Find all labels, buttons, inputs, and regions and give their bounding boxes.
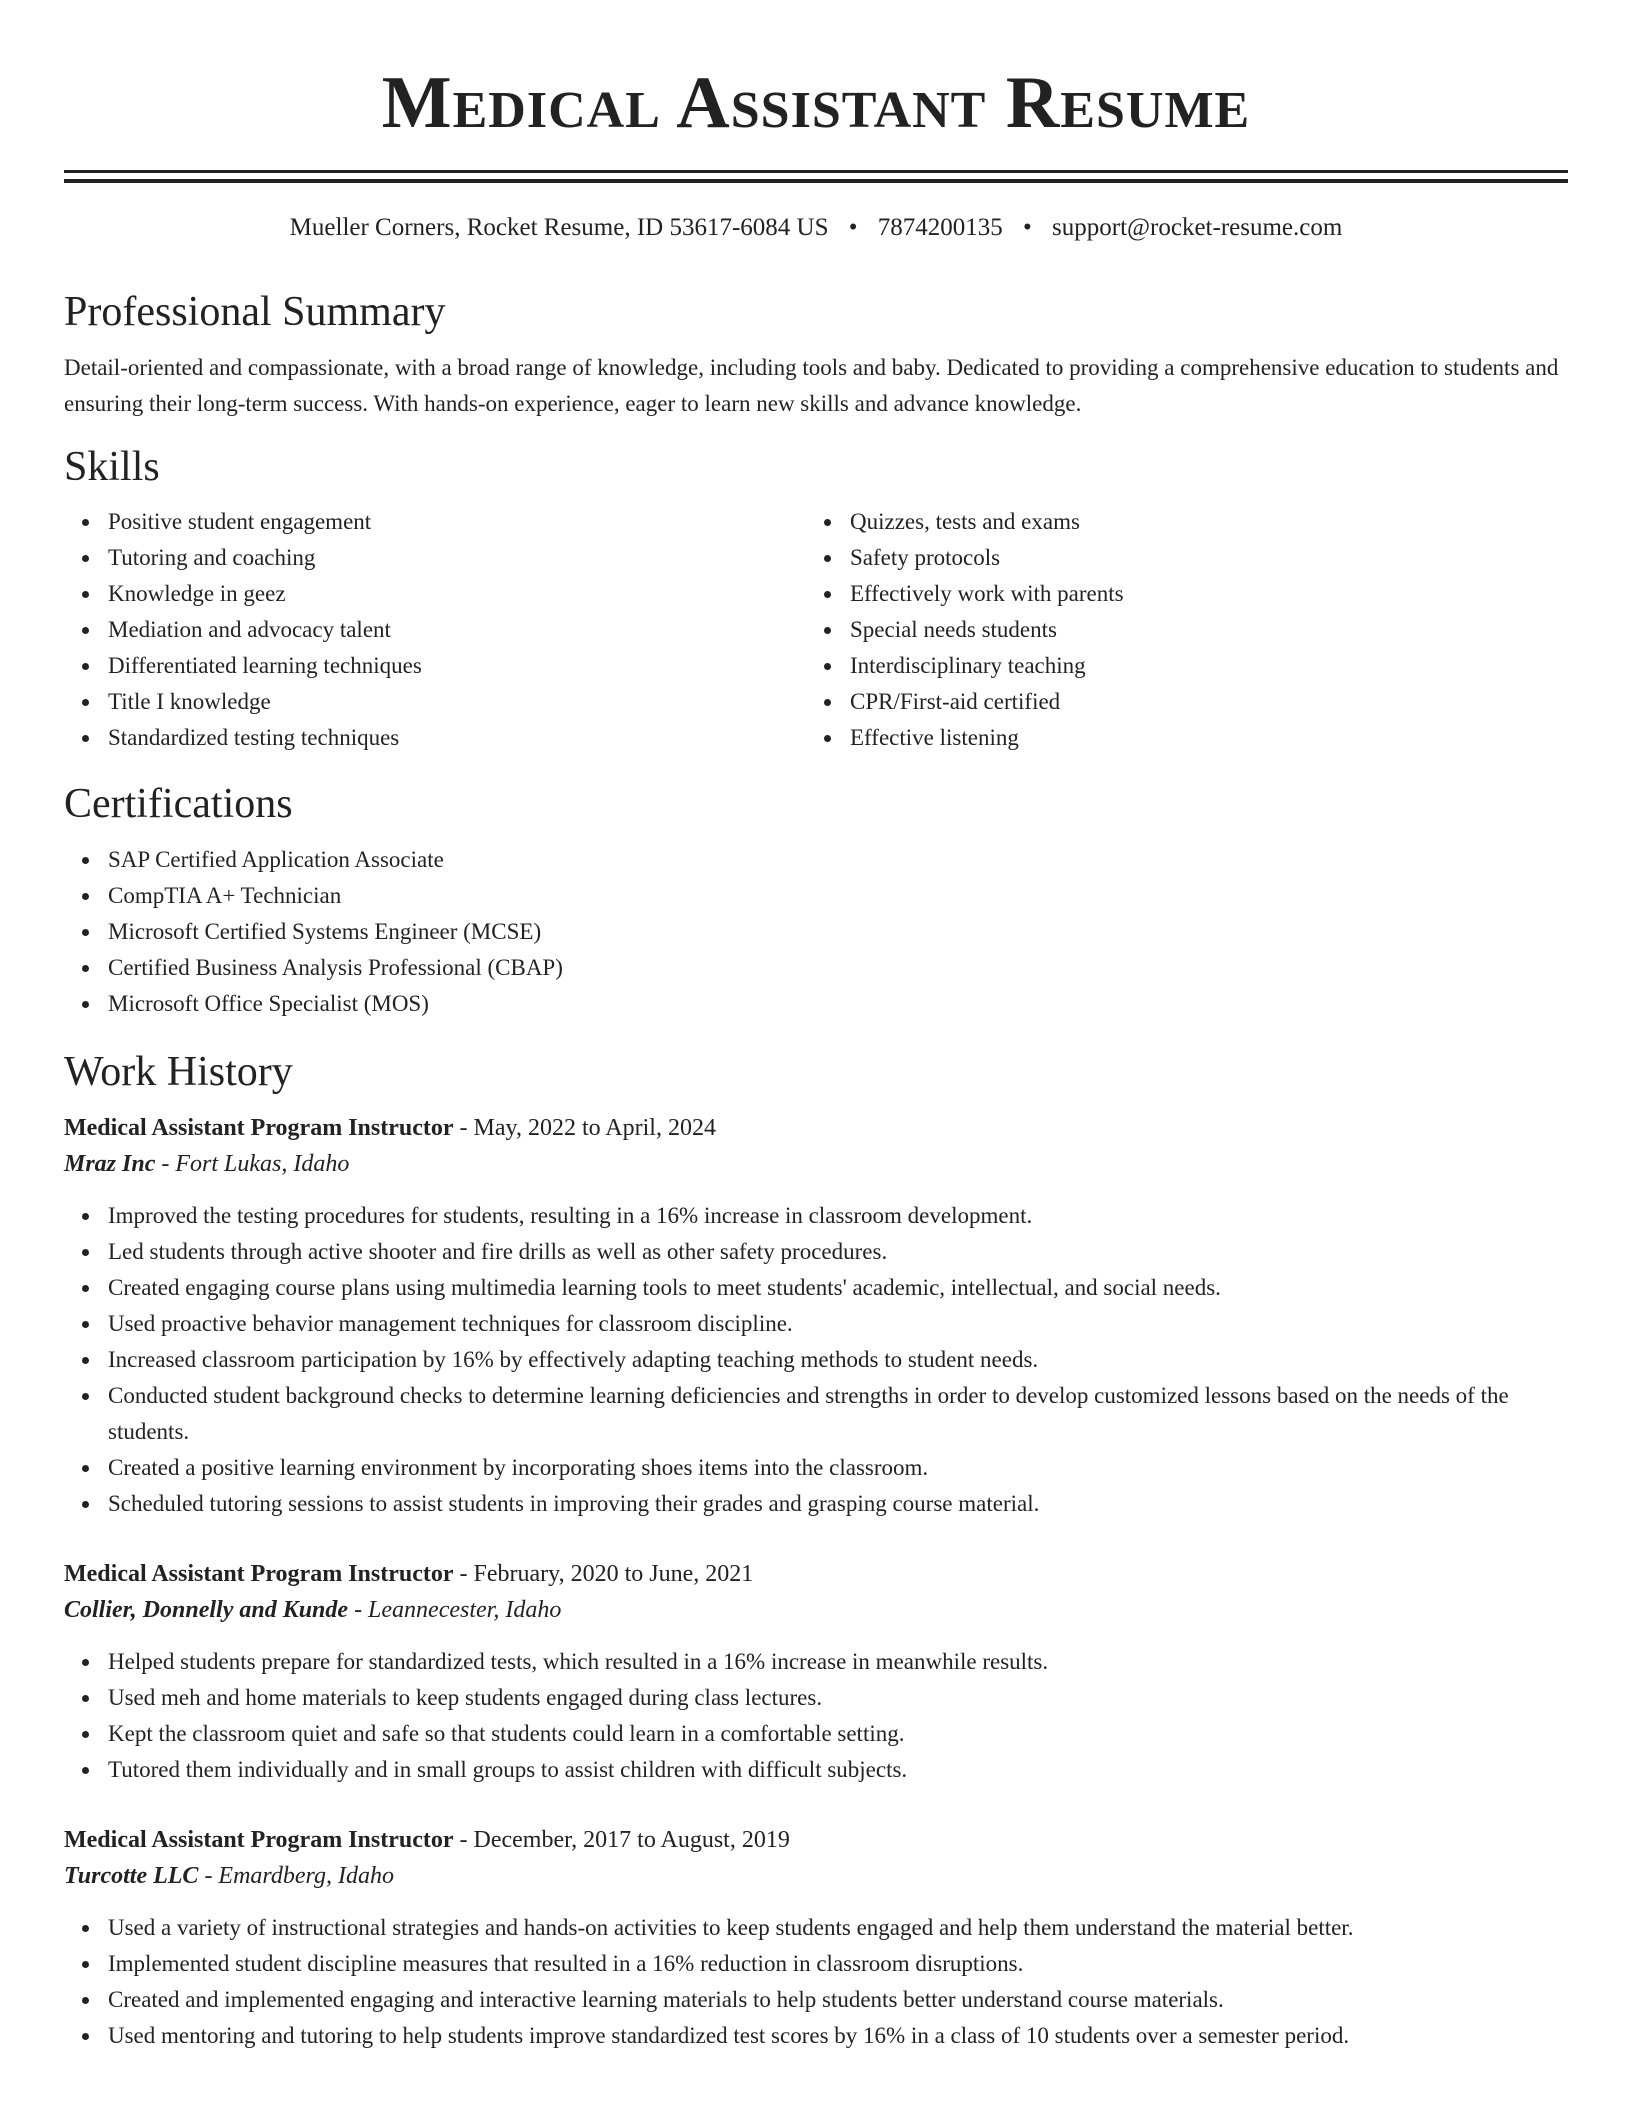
- certifications-list: [64, 842, 1568, 1022]
- job-bullet: Created engaging course plans using multimedia learning tools to meet students' academic, intellectual, and social needs.: [108, 1270, 1568, 1306]
- skill-item: Effective listening: [850, 720, 1548, 756]
- job-dates: - February, 2020 to June, 2021: [453, 1561, 754, 1587]
- skill-item: Safety protocols: [850, 540, 1548, 576]
- job-bullet: Implemented student discipline measures that resulted in a 16% reduction in classroom disruptions.: [108, 1946, 1568, 1982]
- job-entry: [64, 1110, 1568, 1522]
- job-location: - Emardberg, Idaho: [198, 1863, 394, 1889]
- skill-item: Standardized testing techniques: [108, 720, 806, 756]
- contact-line: [64, 213, 1568, 243]
- skills-heading: Skills: [64, 444, 160, 490]
- certification-item: CompTIA A+ Technician: [108, 878, 1568, 914]
- job-title-line: [64, 1822, 1568, 1858]
- skill-item: Effectively work with parents: [850, 576, 1548, 612]
- skill-item: Special needs students: [850, 612, 1548, 648]
- job-title: Medical Assistant Program Instructor: [64, 1115, 454, 1141]
- job-bullet: Conducted student background checks to determine learning deficiencies and strengths in order to develop customized lessons based on the needs of the students.: [108, 1378, 1568, 1450]
- contact-separator: •: [1023, 214, 1032, 241]
- skill-item: Interdisciplinary teaching: [850, 648, 1548, 684]
- skills-column-right: [806, 504, 1548, 756]
- contact-address: Mueller Corners, Rocket Resume, ID 53617-6084 US: [289, 214, 829, 241]
- job-title-line: [64, 1110, 1568, 1146]
- job-company: Turcotte LLC: [64, 1863, 199, 1889]
- certification-item: SAP Certified Application Associate: [108, 842, 1568, 878]
- job-title-line: [64, 1556, 1568, 1592]
- summary-text: Detail-oriented and compassionate, with a broad range of knowledge, including tools and baby. Dedicated to providing a comprehensive education to students and ensuring their long-term success. With hands-on experience, eager to learn new skills and advance knowledge.: [64, 355, 1559, 416]
- job-entry: [64, 1556, 1568, 1788]
- skills-list: [64, 504, 1568, 756]
- certification-item: Microsoft Certified Systems Engineer (MCSE): [108, 914, 1568, 950]
- skill-item: Title I knowledge: [108, 684, 806, 720]
- skill-item: Knowledge in geez: [108, 576, 806, 612]
- job-dates: - May, 2022 to April, 2024: [453, 1115, 716, 1141]
- job-location: - Fort Lukas, Idaho: [155, 1151, 350, 1177]
- job-title: Medical Assistant Program Instructor: [64, 1561, 454, 1587]
- summary-heading: Professional Summary: [64, 289, 446, 335]
- contact-email[interactable]: support@rocket-resume.com: [1052, 214, 1343, 241]
- job-bullet: Kept the classroom quiet and safe so that students could learn in a comfortable setting.: [108, 1716, 1568, 1752]
- work-history-heading: Work History: [64, 1049, 293, 1095]
- job-bullet: Used a variety of instructional strategies and hands-on activities to keep students engaged and help them understand the material better.: [108, 1910, 1568, 1946]
- job-bullet: Helped students prepare for standardized tests, which resulted in a 16% increase in meanwhile results.: [108, 1644, 1568, 1680]
- title-rule-top: [64, 170, 1568, 173]
- job-bullet: Used mentoring and tutoring to help students improve standardized test scores by 16% in a class of 10 students over a semester period.: [108, 2018, 1568, 2054]
- resume-page: [64, 0, 1568, 2054]
- job-bullet: Increased classroom participation by 16% by effectively adapting teaching methods to student needs.: [108, 1342, 1568, 1378]
- contact-phone: 7874200135: [877, 214, 1003, 241]
- job-bullet: Tutored them individually and in small groups to assist children with difficult subjects.: [108, 1752, 1568, 1788]
- job-company: Mraz Inc: [64, 1151, 156, 1177]
- job-title: Medical Assistant Program Instructor: [64, 1827, 454, 1853]
- job-bullet: Scheduled tutoring sessions to assist students in improving their grades and grasping course material.: [108, 1486, 1568, 1522]
- title-rule-bottom: [64, 179, 1568, 183]
- certification-item: Microsoft Office Specialist (MOS): [108, 986, 1568, 1022]
- job-bullet: Created a positive learning environment by incorporating shoes items into the classroom.: [108, 1450, 1568, 1486]
- job-bullet: Improved the testing procedures for students, resulting in a 16% increase in classroom development.: [108, 1198, 1568, 1234]
- job-location: - Leannecester, Idaho: [348, 1597, 562, 1623]
- skill-item: Positive student engagement: [108, 504, 806, 540]
- skill-item: Quizzes, tests and exams: [850, 504, 1548, 540]
- skill-item: Mediation and advocacy talent: [108, 612, 806, 648]
- contact-separator: •: [848, 214, 858, 241]
- job-company-line: [64, 1858, 1568, 1894]
- skill-item: CPR/First-aid certified: [850, 684, 1548, 720]
- skill-item: Tutoring and coaching: [108, 540, 806, 576]
- job-company-line: [64, 1146, 1568, 1182]
- skills-column-left: [64, 504, 806, 756]
- job-entry: [64, 1822, 1568, 2054]
- certification-item: Certified Business Analysis Professional (CBAP): [108, 950, 1568, 986]
- skill-item: Differentiated learning techniques: [108, 648, 806, 684]
- job-bullets: [64, 1198, 1568, 1522]
- job-dates: - December, 2017 to August, 2019: [453, 1827, 790, 1853]
- job-company: Collier, Donnelly and Kunde: [64, 1597, 349, 1623]
- job-bullet: Used meh and home materials to keep students engaged during class lectures.: [108, 1680, 1568, 1716]
- job-bullets: [64, 1644, 1568, 1788]
- resume-title: Medical Assistant Resume: [381, 62, 1251, 144]
- job-bullet: Led students through active shooter and fire drills as well as other safety procedures.: [108, 1234, 1568, 1270]
- job-bullet: Created and implemented engaging and interactive learning materials to help students better understand course materials.: [108, 1982, 1568, 2018]
- job-bullet: Used proactive behavior management techniques for classroom discipline.: [108, 1306, 1568, 1342]
- job-bullets: [64, 1910, 1568, 2054]
- job-company-line: [64, 1592, 1568, 1628]
- certifications-heading: Certifications: [64, 781, 293, 827]
